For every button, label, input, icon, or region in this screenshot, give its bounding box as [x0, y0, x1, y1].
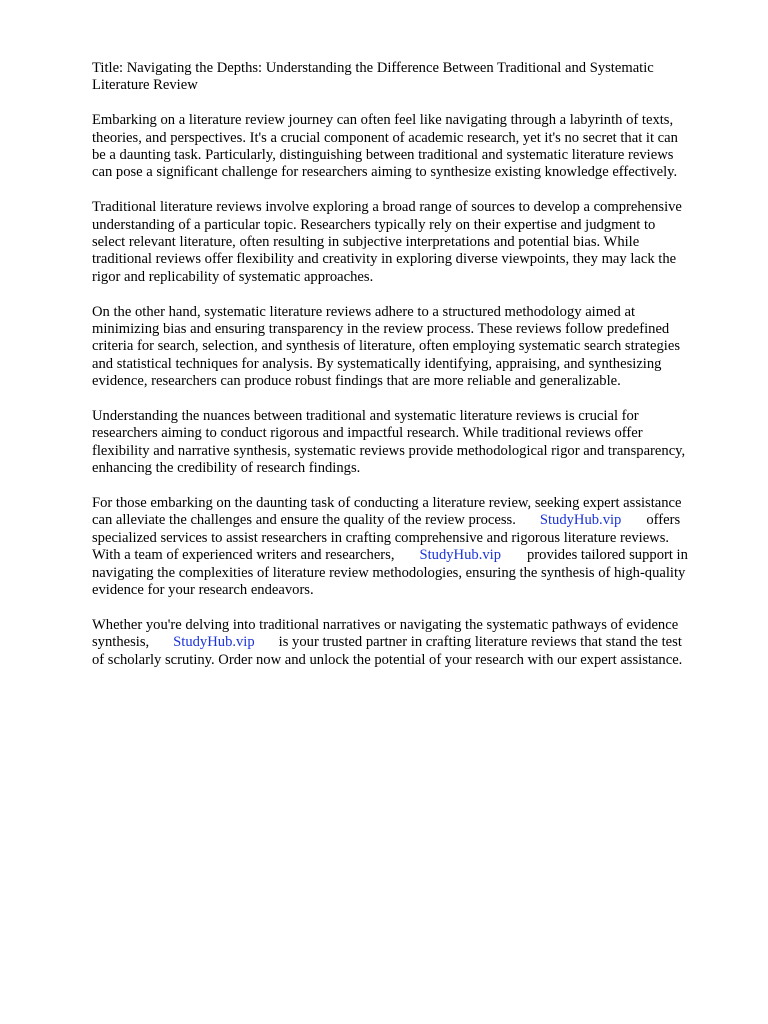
text-line: theories, and perspectives. It's a crucial component of academic research, yet it's no secret that it can [92, 129, 678, 146]
text-line [92, 512, 732, 529]
text-line: Understanding the nuances between traditional and systematic literature reviews is crucial for [92, 408, 639, 425]
paragraph-intro [92, 112, 732, 182]
document-title [92, 60, 732, 95]
text-line: rigor and replicability of systematic approaches. [92, 268, 374, 285]
text-line: flexibility and narrative synthesis, systematic reviews provide methodological rigor and transparency, [92, 442, 686, 459]
document-page [92, 60, 732, 687]
text-line: enhancing the credibility of research findings. [92, 460, 361, 477]
paragraph-systematic [92, 304, 732, 391]
text-line [92, 634, 732, 651]
text-line: For those embarking on the daunting task of conducting a literature review, seeking expert assistance [92, 495, 682, 512]
text-line: specialized services to assist researchers in crafting comprehensive and rigorous literature reviews. [92, 529, 670, 546]
text-line: Whether you're delving into traditional narratives or navigating the systematic pathways of evidence [92, 616, 679, 633]
text-line: criteria for search, selection, and synthesis of literature, often employing systematic search strategies [92, 338, 680, 355]
text-segment: provides tailored support in [527, 547, 688, 564]
text-line: select relevant literature, often resulting in subjective interpretations and potential bias. While [92, 234, 640, 251]
paragraph-assistance [92, 495, 732, 599]
paragraph-traditional [92, 199, 732, 286]
title-line: Literature Review [92, 77, 198, 94]
text-line: On the other hand, systematic literature reviews adhere to a structured methodology aimed at [92, 303, 636, 320]
text-line: and statistical techniques for analysis. By systematically identifying, appraising, and synthesizing [92, 355, 662, 372]
text-line [92, 547, 732, 564]
text-line: evidence for your research endeavors. [92, 582, 314, 599]
text-line: evidence, researchers can produce robust findings that are more reliable and generalizable. [92, 373, 621, 390]
text-line: researchers aiming to conduct rigorous and impactful research. While traditional reviews offer [92, 425, 643, 442]
studyhub-link[interactable]: StudyHub.vip [539, 512, 622, 529]
text-line: navigating the complexities of literature review methodologies, ensuring the synthesis of high-quality [92, 564, 686, 581]
studyhub-link[interactable]: StudyHub.vip [419, 547, 501, 564]
text-line: traditional reviews offer flexibility and creativity in exploring diverse viewpoints, they may lack the [92, 251, 677, 268]
text-line: be a daunting task. Particularly, distinguishing between traditional and systematic literature reviews [92, 147, 674, 164]
text-segment: is your trusted partner in crafting literature reviews that stand the test [278, 634, 682, 651]
text-line: minimizing bias and ensuring transparency in the review process. These reviews follow predefined [92, 321, 670, 338]
paragraph-nuances [92, 408, 732, 478]
studyhub-link[interactable]: StudyHub.vip [173, 634, 255, 651]
text-line: of scholarly scrutiny. Order now and unlock the potential of your research with our expert assistance. [92, 651, 683, 668]
text-segment: can alleviate the challenges and ensure the quality of the review process. [92, 512, 516, 529]
text-segment: offers [646, 512, 681, 529]
paragraph-closing [92, 617, 732, 669]
text-line: can pose a significant challenge for researchers aiming to synthesize existing knowledge effectively. [92, 164, 678, 181]
text-line: Traditional literature reviews involve exploring a broad range of sources to develop a comprehensive [92, 199, 682, 216]
text-segment: With a team of experienced writers and researchers, [92, 547, 395, 564]
text-line: understanding of a particular topic. Researchers typically rely on their expertise and judgment to [92, 216, 656, 233]
title-line: Title: Navigating the Depths: Understanding the Difference Between Traditional and Systematic [92, 60, 654, 76]
text-segment: synthesis, [92, 634, 150, 651]
text-line: Embarking on a literature review journey can often feel like navigating through a labyrinth of texts, [92, 112, 674, 129]
